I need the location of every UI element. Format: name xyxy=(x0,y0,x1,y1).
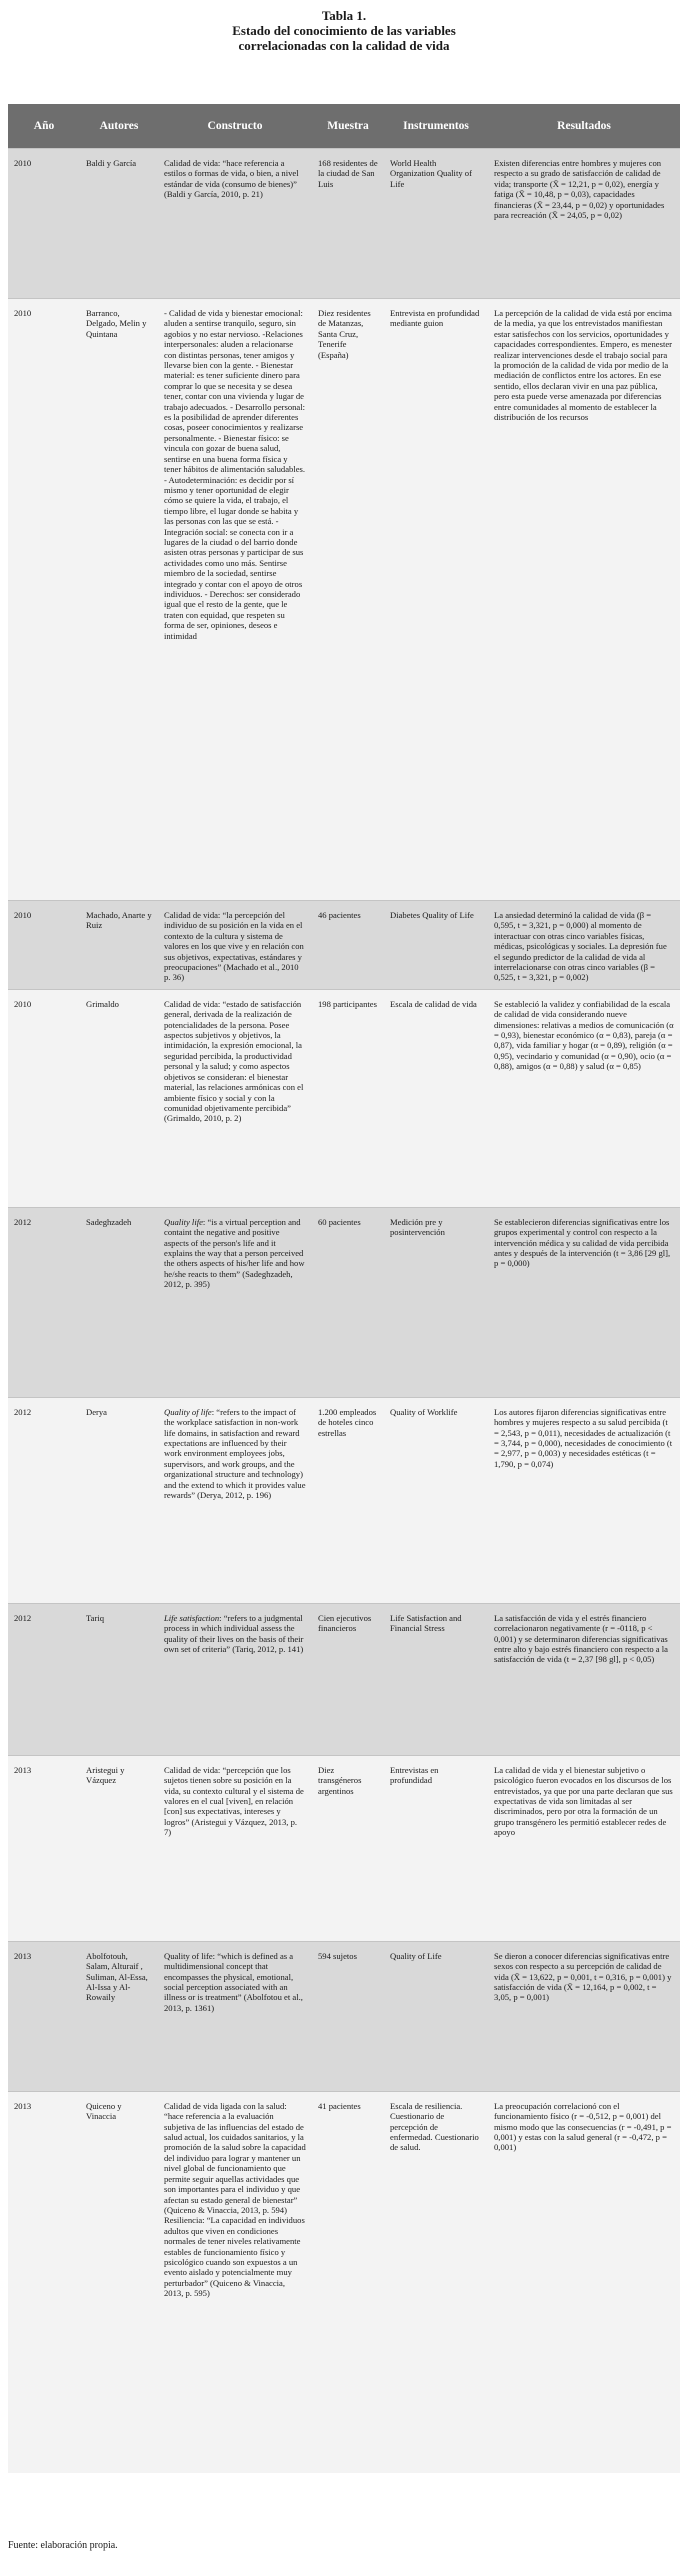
cell-results: Se estableció la validez y confiabilidad de la escala de calidad de vida considerando nueve dimensiones: relativas a medios de comunicación (α = 0,93), bienestar económico (α = 0,83), pareja (α = 0,87), vida familiar y hogar (α = 0,89), religión (α = 0,95), vecindario y comunidad (α = 0,90), ocio (α = 0,88), amigos (α = 0,88) y salud (α = 0,85) xyxy=(488,989,680,1207)
cell-sample: Diez residentes de Matanzas, Santa Cruz, Tenerife (España) xyxy=(312,299,384,901)
cell-year: 2013 xyxy=(8,1755,80,1941)
header-construct: Constructo xyxy=(158,104,312,149)
cell-year: 2010 xyxy=(8,901,80,990)
cell-sample: Cien ejecutivos financieros xyxy=(312,1603,384,1755)
table-row xyxy=(8,901,680,990)
cell-year: 2013 xyxy=(8,1941,80,2091)
cell-authors: Barranco, Delgado, Melin y Quintana xyxy=(80,299,158,901)
cell-sample: 60 pacientes xyxy=(312,1207,384,1397)
table-row xyxy=(8,1603,680,1755)
construct-definition: : “refers to a judgmental process in which individual assess the quality of their lives on the basis of their own set of criteria” (Tariq, 2012, p. 141) xyxy=(164,1612,304,1655)
literature-table xyxy=(8,104,680,2473)
table-title-line-1: Estado del conocimiento de las variables xyxy=(232,23,456,38)
cell-authors: Baldi y García xyxy=(80,149,158,299)
table-row xyxy=(8,1941,680,2091)
table-row xyxy=(8,1755,680,1941)
cell-authors: Abolfotouh, Salam, Alturaif , Suliman, Al-Essa, Al-Issa y Al-Rowaily xyxy=(80,1941,158,2091)
cell-instruments: Medición pre y posintervención xyxy=(384,1207,488,1397)
cell-sample: 41 pacientes xyxy=(312,2091,384,2473)
cell-construct: Calidad de vida: “hace referencia a estilos o formas de vida, o bien, a nivel estándar de vida (consumo de bienes)” (Baldi y García, 2010, p. 21) xyxy=(158,149,312,299)
cell-year: 2012 xyxy=(8,1207,80,1397)
table-row xyxy=(8,989,680,1207)
header-authors: Autores xyxy=(80,104,158,149)
header-year: Año xyxy=(8,104,80,149)
cell-results: Existen diferencias entre hombres y mujeres con respecto a su grado de satisfacción de calidad de vida; transporte (X̄ = 12,21, p = 0,02), energía y fatiga (X̄ = 10,48, p = 0,03), capacidades financieras (X̄ = 23,44, p = 0,02) y oportunidades para recreación (X̄ = 24,05, p = 0,02) xyxy=(488,149,680,299)
table-label: Tabla 1. xyxy=(321,8,367,23)
cell-year: 2013 xyxy=(8,2091,80,2473)
cell-construct: Quality of life: “which is defined as a multidimensional concept that encompasses the physical, emotional, social perception associated with an illness or is treatment” (Abolfotou et al., 2013, p. 1361) xyxy=(158,1941,312,2091)
cell-construct xyxy=(158,1603,312,1755)
cell-instruments: Entrevistas en profundidad xyxy=(384,1755,488,1941)
header-row xyxy=(8,104,680,149)
cell-construct: Calidad de vida ligada con la salud: “hace referencia a la evaluación subjetiva de las influencias del estado de salud actual, los cuidados sanitarios, y la promoción de la salud sobre la capacidad del individuo para lograr y mantener un nivel global de funcionamiento que permite seguir aquellas actividades que son importantes para el individuo y que afectan su estado general de bienestar” (Quiceno & Vinaccia, 2013, p. 594) Resiliencia: “La capacidad en individuos adultos que viven en condiciones normales de tener niveles relativamente estables de funcionamiento físico y psicológico cuando son expuestos a un evento aislado y potencialmente muy perturbador” (Quiceno & Vinaccia, 2013, p. 595) xyxy=(158,2091,312,2473)
cell-year: 2012 xyxy=(8,1603,80,1755)
cell-year: 2010 xyxy=(8,149,80,299)
cell-sample: 168 residentes de la ciudad de San Luis xyxy=(312,149,384,299)
cell-results: La satisfacción de vida y el estrés financiero correlacionaron negativamente (r = -0118, p < 0,001) y se determinaron diferencias significativas entre alto y bajo estrés financiero con respecto a la satisfacción de vida (t = 2,37 [98 gl], p < 0,05) xyxy=(488,1603,680,1755)
header-instruments: Instrumentos xyxy=(384,104,488,149)
cell-results: La ansiedad determinó la calidad de vida (β = 0,595, t = 3,321, p = 0,000) al momento de interactuar con otras cinco variables físicas, médicas, psicológicas y sociales. La depresión fue el segundo predictor de la calidad de vida al interrelacionarse con otras cinco variables (β = 0,525, t = 3,321, p = 0,002) xyxy=(488,901,680,990)
cell-construct: - Calidad de vida y bienestar emocional: aluden a sentirse tranquilo, seguro, sin agobios y no estar nervioso. -Relaciones interpersonales: aluden a relacionarse con distintas personas, tener amigos y llevarse bien con la gente. - Bienestar material: es tener suficiente dinero para comprar lo que se necesita y se desea tener, contar con una vivienda y lugar de trabajo adecuados. - Desarrollo personal: es la posibilidad de aprender diferentes cosas, poseer conocimientos y realizarse personalmente. - Bienestar físico: se vincula con gozar de buena salud, sentirse en una buena forma física y tener hábitos de alimentación saludables. - Autodeterminación: es decidir por sí mismo y tener oportunidad de elegir cómo se quiere la vida, el trabajo, el tiempo libre, el lugar donde se habita y las personas con las que se está. - Integración social: se conecta con ir a lugares de la ciudad o del barrio donde asisten otras personas y participar de sus actividades como uno más. Sentirse miembro de la sociedad, sentirse integrado y contar con el apoyo de otros individuos. - Derechos: ser considerado igual que el resto de la gente, que le traten con equidad, que respeten su forma de ser, opiniones, deseos e intimidad xyxy=(158,299,312,901)
cell-authors: Derya xyxy=(80,1397,158,1603)
cell-authors: Sadeghzadeh xyxy=(80,1207,158,1397)
cell-results: Se establecieron diferencias significativas entre los grupos experimental y control con respecto a la intervención médica y su calidad de vida percibida antes y después de la intervención (t = 3,86 [29 gl], p = 0,000) xyxy=(488,1207,680,1397)
table-row xyxy=(8,1207,680,1397)
cell-sample: 198 participantes xyxy=(312,989,384,1207)
cell-instruments: Escala de calidad de vida xyxy=(384,989,488,1207)
cell-authors: Tariq xyxy=(80,1603,158,1755)
cell-instruments: Life Satisfaction and Financial Stress xyxy=(384,1603,488,1755)
table-caption xyxy=(0,0,688,53)
cell-instruments: World Health Organization Quality of Life xyxy=(384,149,488,299)
cell-year: 2010 xyxy=(8,299,80,901)
table-source-note: Fuente: elaboración propia. xyxy=(8,2540,118,2551)
construct-term: Life satisfaction xyxy=(164,1612,220,1623)
table-title-line-2: correlacionadas con la calidad de vida xyxy=(238,38,450,53)
cell-construct: Calidad de vida: “la percepción del individuo de su posición en la vida en el contexto de la cultura y sistema de valores en los que vive y en relación con sus objetivos, expectativas, estándares y preocupaciones” (Machado et al., 2010 p. 36) xyxy=(158,901,312,990)
cell-authors: Grimaldo xyxy=(80,989,158,1207)
cell-instruments: Diabetes Quality of Life xyxy=(384,901,488,990)
table-row xyxy=(8,2091,680,2473)
cell-construct: Calidad de vida: “estado de satisfacción general, derivada de la realización de potencialidades de la persona. Posee aspectos subjetivos y objetivos, la intimidación, la expresión emocional, la seguridad percibida, la productividad personal y la salud; y como aspectos objetivos se consideran: el bienestar material, las relaciones armónicas con el ambiente físico y social y con la comunidad objetivamente percibida” (Grimaldo, 2010, p. 2) xyxy=(158,989,312,1207)
cell-construct xyxy=(158,1397,312,1603)
cell-results: Se dieron a conocer diferencias significativas entre sexos con respecto a su percepción de calidad de vida (X̄ = 13,622, p = 0,001, t = 0,316, p = 0,001) y satisfacción de vida (X̄ = 12,164, p = 0,002, t = 3,05, p = 0,001) xyxy=(488,1941,680,2091)
construct-definition: : “is a virtual perception and containt the negative and positive aspects of the person's life and it explains the way that a person perceived the others aspects of his/her life and how he/she reacts to them” (Sadeghzadeh, 2012, p. 395) xyxy=(164,1216,305,1290)
construct-term: Quality life xyxy=(164,1216,203,1227)
cell-instruments: Quality of Worklife xyxy=(384,1397,488,1603)
header-results: Resultados xyxy=(488,104,680,149)
construct-definition: : “refers to the impact of the workplace satisfaction in non-work life domains, in satisfaction and reward expectations are influenced by their work environment employees jobs, supervisors, and work groups, and the organizational structure and technology) and the extend to which it provides value rewards” (Derya, 2012, p. 196) xyxy=(164,1406,306,1501)
cell-authors: Machado, Anarte y Ruiz xyxy=(80,901,158,990)
cell-year: 2010 xyxy=(8,989,80,1207)
cell-sample: 46 pacientes xyxy=(312,901,384,990)
cell-results: La percepción de la calidad de vida está por encima de la media, ya que los entrevistados manifiestan estar satisfechos con los servicios, oportunidades y capacidades correspondientes. Empero, es menester realizar intervenciones desde el trabajo social para la promoción de la calidad de vida por medio de la mediación de conflictos entre los actores. En ese sentido, ellos declaran vivir en una paz pública, pero esta puede verse amenazada por diferencias entre comunidades al momento de establecer la distribución de los recursos xyxy=(488,299,680,901)
cell-authors: Aristegui y Vázquez xyxy=(80,1755,158,1941)
cell-construct xyxy=(158,1207,312,1397)
cell-sample: 1.200 empleados de hoteles cinco estrellas xyxy=(312,1397,384,1603)
cell-instruments: Entrevista en profundidad mediante guion xyxy=(384,299,488,901)
header-sample: Muestra xyxy=(312,104,384,149)
cell-construct: Calidad de vida: “percepción que los sujetos tienen sobre su posición en la vida, su contexto cultural y el sistema de valores en el cual [viven], en relación [con] sus expectativas, intereses y logros” (Aristegui y Vázquez, 2013, p. 7) xyxy=(158,1755,312,1941)
cell-results: La preocupación correlacionó con el funcionamiento físico (r = -0,512, p = 0,001) del mismo modo que las consecuencias (r = -0,491, p = 0,001) y estas con la salud general (r = -0,472, p = 0,001) xyxy=(488,2091,680,2473)
cell-year: 2012 xyxy=(8,1397,80,1603)
cell-sample: Diez transgéneros argentinos xyxy=(312,1755,384,1941)
table-row xyxy=(8,149,680,299)
cell-results: Los autores fijaron diferencias significativas entre hombres y mujeres respecto a su salud percibida (t = 2,543, p = 0,011), necesidades de actualización (t = 3,744, p = 0,000), necesidades de conocimiento (t = 2,977, p = 0,003) y necesidades estéticas (t = 1,790, p = 0,074) xyxy=(488,1397,680,1603)
table-row xyxy=(8,299,680,901)
cell-sample: 594 sujetos xyxy=(312,1941,384,2091)
cell-instruments: Escala de resiliencia. Cuestionario de percepción de enfermedad. Cuestionario de salud. xyxy=(384,2091,488,2473)
cell-instruments: Quality of Life xyxy=(384,1941,488,2091)
cell-authors: Quiceno y Vinaccia xyxy=(80,2091,158,2473)
construct-term: Quality of life xyxy=(164,1406,212,1417)
table-row xyxy=(8,1397,680,1603)
cell-results: La calidad de vida y el bienestar subjetivo o psicológico fueron evocados en los discursos de los entrevistados, ya que por una parte declaran que sus expectativas de vida son limitadas al ser discriminados, pero por otra la formación de un grupo transgénero les permitió establecer redes de apoyo xyxy=(488,1755,680,1941)
